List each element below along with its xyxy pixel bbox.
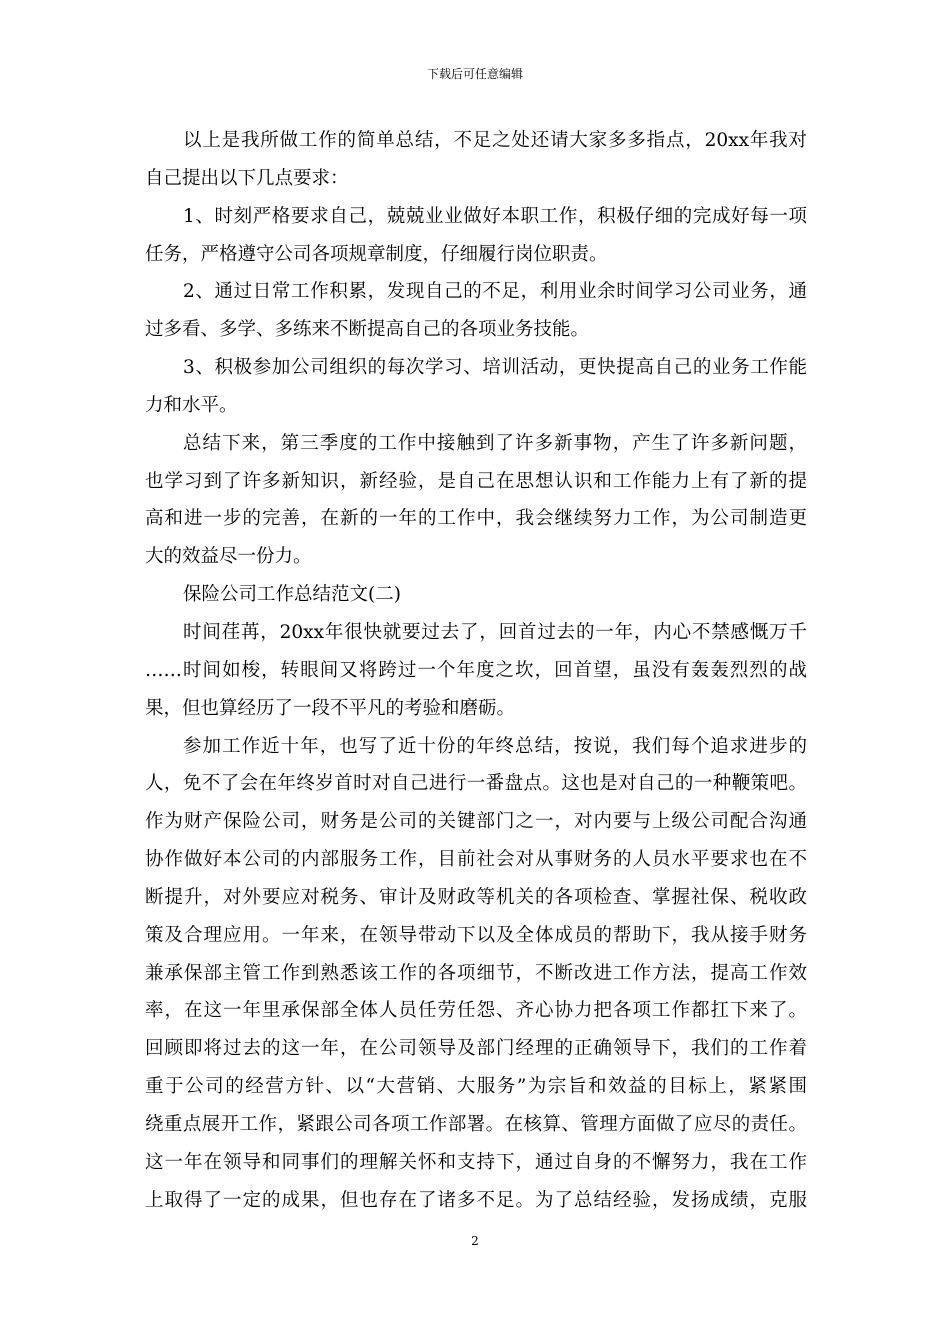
text-line: ……时间如梭，转眼间又将跨过一个年度之坎，回首望，虽没有轰轰烈烈的战 [145,659,807,681]
text-line: 重于公司的经营方针、以“大营销、大服务”为宗旨和效益的目标上，紧紧围 [145,1076,807,1098]
text-line: 作为财产保险公司，财务是公司的关键部门之一，对内要与上级公司配合沟通 [145,811,807,833]
text-line: 策及合理应用。一年来，在领导带动下以及全体成员的帮助下，我从接手财务 [145,924,807,946]
text-line: 断提升，对外要应对税务、审计及财政等机关的各项检查、掌握社保、税收政 [145,886,807,908]
text-line: 兼承保部主管工作到熟悉该工作的各项细节，不断改进工作方法，提高工作效 [145,962,807,984]
text-line: 人，免不了会在年终岁首时对自己进行一番盘点。这也是对自己的一种鞭策吧。 [145,773,807,795]
document-body [145,122,807,1219]
text-line: 2、通过日常工作积累，发现自己的不足，利用业余时间学习公司业务，通 [183,281,807,303]
text-line: 时间荏苒，20xx年很快就要过去了，回首过去的一年，内心不禁感慨万千 [183,621,807,643]
text-line: 3、积极参加公司组织的每次学习、培训活动，更快提高自己的业务工作能 [183,357,807,379]
text-line: 任务，严格遵守公司各项规章制度，仔细履行岗位职责。 [145,243,608,265]
text-line: 也学习到了许多新知识，新经验，是自己在思想认识和工作能力上有了新的提 [145,470,807,492]
text-line: 力和水平。 [145,394,238,416]
text-line: 以上是我所做工作的简单总结，不足之处还请大家多多指点，20xx年我对 [183,130,807,151]
text-line: 参加工作近十年，也写了近十份的年终总结，按说，我们每个追求进步的 [183,735,807,757]
page-number: 2 [471,1234,479,1248]
text-line: 保险公司工作总结范文(二) [183,584,401,606]
text-line: 高和进一步的完善，在新的一年的工作中，我会继续努力工作，为公司制造更 [145,508,807,530]
text-line: 自己提出以下几点要求： [145,167,349,189]
text-line: 这一年在领导和同事们的理解关怀和支持下，通过自身的不懈努力，我在工作 [145,1151,807,1173]
text-line: 率，在这一年里承保部全体人员任劳任怨、齐心协力把各项工作都扛下来了。 [145,1000,807,1022]
text-line: 1、时刻严格要求自己，兢兢业业做好本职工作，积极仔细的完成好每一项 [183,205,807,227]
text-line: 绕重点展开工作，紧跟公司各项工作部署。在核算、管理方面做了应尽的责任。 [145,1113,807,1135]
text-line: 上取得了一定的成果，但也存在了诸多不足。为了总结经验，发扬成绩，克服 [145,1189,807,1211]
page-header: 下载后可任意编辑 [426,67,523,81]
text-line: 果，但也算经历了一段不平凡的考验和磨砺。 [145,697,516,719]
text-line: 协作做好本公司的内部服务工作，目前社会对从事财务的人员水平要求也在不 [145,849,807,871]
text-line: 过多看、多学、多练来不断提高自己的各项业务技能。 [145,319,590,341]
text-line: 总结下来，第三季度的工作中接触到了许多新事物，产生了许多新问题， [183,432,807,454]
text-line: 大的效益尽一份力。 [145,546,312,568]
text-line: 回顾即将过去的这一年，在公司领导及部门经理的正确领导下，我们的工作着 [145,1038,807,1060]
